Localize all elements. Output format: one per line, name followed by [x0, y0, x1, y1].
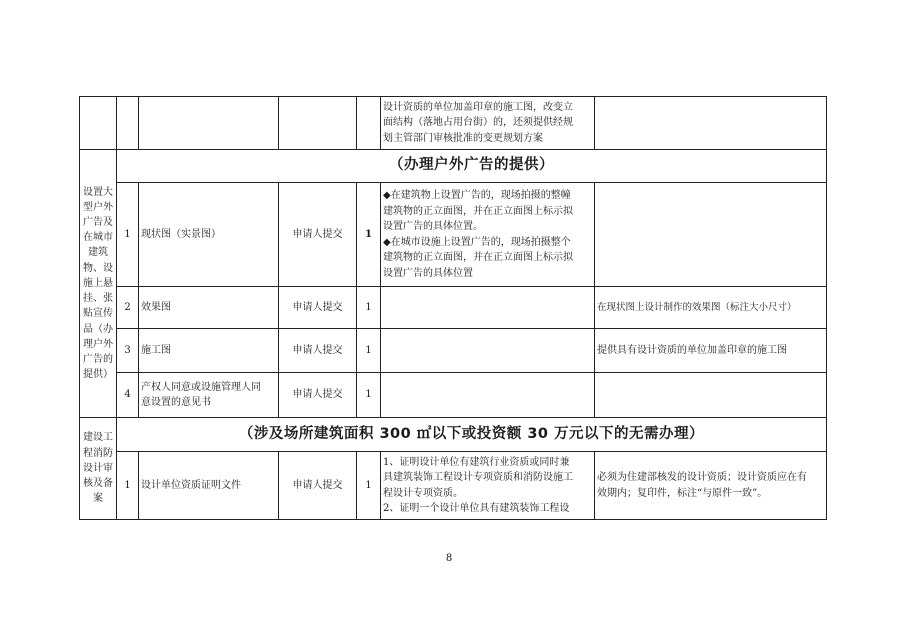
requirement-line: 建筑物的正立面图，并在正立面图上标示拟	[383, 205, 573, 217]
category-line: 在城市	[83, 232, 113, 244]
section-header-row	[80, 418, 827, 452]
category-line: 设置大	[83, 186, 113, 198]
requirement-line: 2、证明一个设计单位具有建筑装饰工程设	[383, 503, 570, 514]
no-cell: 4	[117, 373, 139, 418]
requirement-cell	[381, 97, 595, 150]
category-line: 贴宣传	[83, 308, 113, 320]
materials-table	[79, 96, 827, 520]
material-name-cell: 设计单位资质证明文件	[139, 452, 279, 520]
category-line: 品（办	[83, 323, 113, 335]
requirement-cell	[381, 183, 595, 287]
table-row	[80, 452, 827, 520]
source-cell: 申请人提交	[279, 452, 357, 520]
copies-cell	[357, 97, 381, 150]
material-name-line: 意设置的意见书	[141, 397, 211, 408]
requirement-line: 划主管部门审核批准的变更规划方案	[383, 132, 543, 144]
category-cell-fire-design	[80, 418, 117, 520]
copies-cell: 1	[357, 287, 381, 329]
category-line: 设计审	[83, 462, 113, 474]
category-cell-outdoor-ads	[80, 150, 117, 418]
section-header-row	[80, 150, 827, 183]
material-name-cell: 效果图	[139, 287, 279, 329]
category-line: 广告及	[83, 217, 113, 229]
requirement-line: 面结构（落地占用台街）的，还须提供经规	[383, 117, 573, 129]
no-cell	[117, 97, 139, 150]
requirement-line: ◆在城市设施上设置广告的，现场拍摄整个	[383, 236, 571, 248]
section-header-fire-design: （涉及场所建筑面积 300 ㎡以下或投资额 30 万元以下的无需办理）	[117, 418, 827, 452]
requirement-line: 设计资质的单位加盖印章的施工图，改变立	[383, 101, 573, 113]
note-cell: 在现状图上设计制作的效果图（标注大小尺寸）	[595, 287, 827, 329]
source-cell: 申请人提交	[279, 373, 357, 418]
category-line: 建筑	[88, 247, 108, 259]
material-name-cell	[139, 97, 279, 150]
requirement-line: ◆在建筑物上设置广告的，现场拍摄的整幢	[383, 190, 571, 201]
category-line: 理户外	[83, 338, 113, 350]
material-name-cell: 施工图	[139, 329, 279, 373]
requirement-cell	[381, 452, 595, 520]
material-name-cell: 现状图（实景图）	[139, 183, 279, 287]
note-cell	[595, 373, 827, 418]
requirement-cell	[381, 287, 595, 329]
requirement-line: 设置广告的具体位置	[383, 267, 473, 279]
no-cell: 2	[117, 287, 139, 329]
category-line: 核及备	[83, 478, 113, 490]
note-line: 必须为住建部核发的设计资质；设计资质应在有	[597, 472, 807, 483]
note-cell	[595, 97, 827, 150]
requirement-line: 程设计专项资质。	[383, 487, 463, 499]
note-cell: 提供具有设计资质的单位加盖印章的施工图	[595, 329, 827, 373]
table-row	[80, 97, 827, 150]
table-row	[80, 287, 827, 329]
requirement-line: 1、证明设计单位有建筑行业资质或同时兼	[383, 456, 570, 468]
source-cell: 申请人提交	[279, 329, 357, 373]
page-number: 8	[445, 553, 453, 564]
category-line: 提供）	[83, 369, 113, 381]
material-name-line: 产权人同意或设施管理人同	[141, 381, 261, 393]
note-cell	[595, 183, 827, 287]
no-cell: 3	[117, 329, 139, 373]
no-cell: 1	[117, 183, 139, 287]
category-line: 案	[93, 493, 103, 505]
note-cell	[595, 452, 827, 520]
category-cell	[80, 97, 117, 150]
note-line: 效期内；复印件，标注“与原件一致”。	[597, 487, 768, 499]
copies-cell: 1	[357, 183, 381, 287]
category-line: 物、设	[83, 262, 113, 274]
category-line: 型户外	[83, 201, 113, 213]
source-cell: 申请人提交	[279, 183, 357, 287]
table-row	[80, 183, 827, 287]
source-cell	[279, 97, 357, 150]
category-line: 程消防	[83, 447, 113, 459]
source-cell: 申请人提交	[279, 287, 357, 329]
requirement-line: 具建筑装饰工程设计专项资质和消防设施工	[383, 472, 573, 483]
category-line: 挂、张	[83, 293, 113, 305]
category-line: 施上悬	[83, 277, 113, 289]
requirement-line: 建筑物的正立面图，并在正立面图上标示拟	[383, 252, 573, 263]
copies-cell: 1	[357, 329, 381, 373]
requirement-cell	[381, 373, 595, 418]
material-name-cell	[139, 373, 279, 418]
category-line: 广告的	[83, 353, 113, 365]
table-row	[80, 329, 827, 373]
table-row	[80, 373, 827, 418]
no-cell: 1	[117, 452, 139, 520]
copies-cell: 1	[357, 452, 381, 520]
copies-cell: 1	[357, 373, 381, 418]
requirement-cell	[381, 329, 595, 373]
requirement-line: 设置广告的具体位置。	[383, 221, 483, 232]
category-line: 建设工	[83, 432, 113, 444]
section-header-outdoor-ads: （办理户外广告的提供）	[117, 150, 827, 183]
